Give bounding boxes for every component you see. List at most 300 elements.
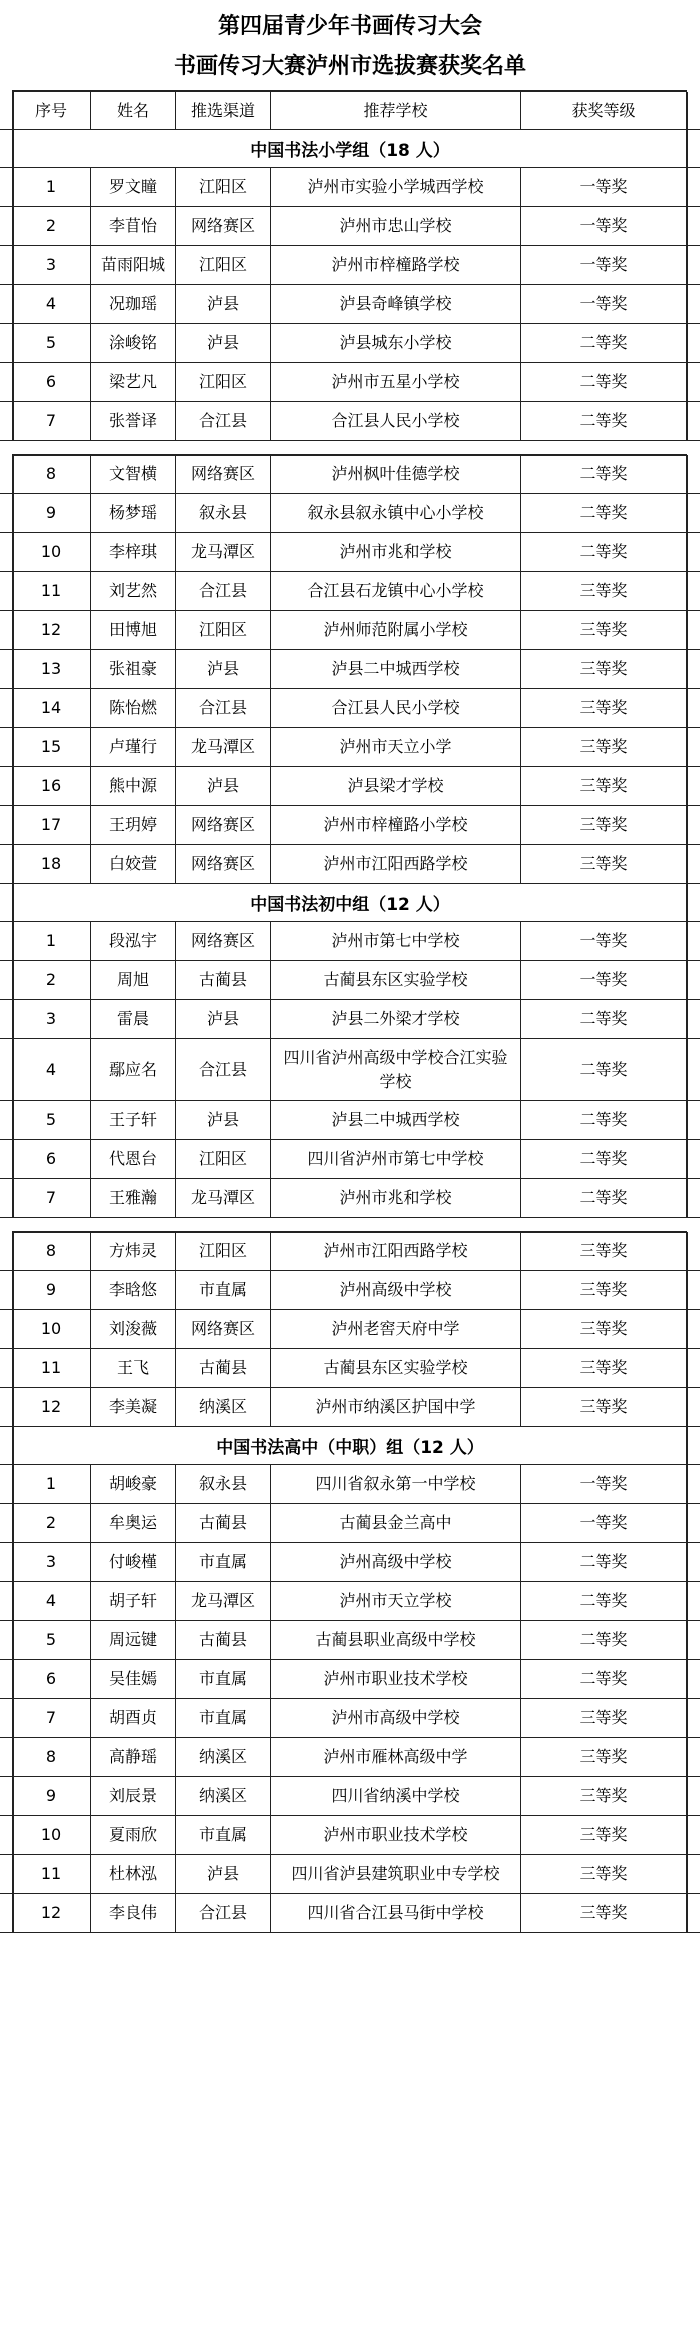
school-cell: 泸州高级中学校 <box>270 1543 520 1581</box>
table-border-right <box>686 363 688 402</box>
table-border-right <box>686 1543 688 1582</box>
name-cell: 胡酉贞 <box>90 1699 175 1737</box>
seq-cell: 4 <box>45 1591 57 1610</box>
award-cell: 二等奖 <box>520 402 686 440</box>
name-cell: 胡峻豪 <box>90 1465 175 1503</box>
name-cell: 白姣萱 <box>90 845 175 883</box>
award-cell: 三等奖 <box>520 572 686 610</box>
channel-cell: 市直属 <box>175 1271 270 1309</box>
award-cell: 二等奖 <box>520 1140 686 1178</box>
table-row <box>0 1388 700 1427</box>
seq-cell: 1 <box>45 931 57 950</box>
seq-cell: 11 <box>40 1864 62 1883</box>
name-cell: 方炜灵 <box>90 1232 175 1270</box>
table-border-right <box>686 884 688 922</box>
table-border-left <box>12 1427 14 1465</box>
table-border-left <box>12 1777 14 1816</box>
award-cell: 二等奖 <box>520 1179 686 1217</box>
table-border-left <box>12 922 14 961</box>
school-cell: 泸州市天立小学 <box>270 728 520 766</box>
table-border-left <box>12 1738 14 1777</box>
school-cell: 四川省泸州高级中学校合江实验学校 <box>270 1039 520 1100</box>
school-cell: 泸州老窖天府中学 <box>270 1310 520 1348</box>
channel-cell: 纳溪区 <box>175 1388 270 1426</box>
award-cell: 三等奖 <box>520 806 686 844</box>
school-cell: 四川省泸州市第七中学校 <box>270 1140 520 1178</box>
channel-cell: 合江县 <box>175 689 270 727</box>
table-border-right <box>686 1504 688 1543</box>
award-cell: 一等奖 <box>520 922 686 960</box>
award-cell: 二等奖 <box>520 363 686 401</box>
channel-cell: 泸县 <box>175 650 270 688</box>
award-cell: 二等奖 <box>520 324 686 362</box>
seq-cell: 5 <box>45 1110 57 1129</box>
channel-cell: 叙永县 <box>175 494 270 532</box>
seq-cell: 1 <box>45 1474 57 1493</box>
school-cell: 合江县石龙镇中心小学校 <box>270 572 520 610</box>
school-cell: 泸县二外梁才学校 <box>270 1000 520 1038</box>
table-row <box>0 1699 700 1738</box>
seq-cell: 8 <box>45 1747 57 1766</box>
table-row <box>0 1504 700 1543</box>
table-border-right <box>686 1582 688 1621</box>
school-cell: 泸州市梓橦路学校 <box>270 246 520 284</box>
award-cell: 一等奖 <box>520 1504 686 1542</box>
table-row <box>0 728 700 767</box>
table-border-right <box>686 494 688 533</box>
school-cell: 古蔺县东区实验学校 <box>270 961 520 999</box>
table-border-right <box>686 1179 688 1218</box>
table-row <box>0 168 700 207</box>
table-border-left <box>12 1621 14 1660</box>
channel-cell: 泸县 <box>175 1855 270 1893</box>
table-border-right <box>686 1039 688 1101</box>
name-cell: 李晗悠 <box>90 1271 175 1309</box>
seq-cell: 1 <box>45 177 57 196</box>
table-row <box>0 285 700 324</box>
channel-cell: 网络赛区 <box>175 455 270 493</box>
school-cell: 泸州市江阳西路学校 <box>270 845 520 883</box>
seq-cell: 8 <box>45 1241 57 1260</box>
name-cell: 梁艺凡 <box>90 363 175 401</box>
school-cell: 泸州高级中学校 <box>270 1271 520 1309</box>
award-cell: 一等奖 <box>520 207 686 245</box>
table-border-left <box>12 324 14 363</box>
award-cell: 二等奖 <box>520 1621 686 1659</box>
table-border-left <box>12 455 14 494</box>
school-cell: 古蔺县金兰高中 <box>270 1504 520 1542</box>
table-border-right <box>686 1855 688 1894</box>
school-cell: 泸州市雁林高级中学 <box>270 1738 520 1776</box>
table-border-left <box>12 1855 14 1894</box>
table-row <box>0 806 700 845</box>
seq-cell: 18 <box>40 854 62 873</box>
award-cell: 三等奖 <box>520 767 686 805</box>
name-cell: 周旭 <box>90 961 175 999</box>
seq-cell: 15 <box>40 737 62 756</box>
channel-cell: 市直属 <box>175 1660 270 1698</box>
award-cell: 二等奖 <box>520 1101 686 1139</box>
school-cell: 泸县梁才学校 <box>270 767 520 805</box>
table-row <box>0 1101 700 1140</box>
channel-cell: 古蔺县 <box>175 961 270 999</box>
channel-cell: 合江县 <box>175 1894 270 1932</box>
name-cell: 夏雨欣 <box>90 1816 175 1854</box>
table-border-right <box>686 1140 688 1179</box>
seq-cell: 9 <box>45 1786 57 1805</box>
table-row <box>0 533 700 572</box>
table-border-left <box>12 689 14 728</box>
seq-cell: 7 <box>45 411 57 430</box>
table-border-right <box>686 324 688 363</box>
seq-cell: 12 <box>40 1903 62 1922</box>
table-border-right <box>686 1101 688 1140</box>
table-border-left <box>12 533 14 572</box>
name-cell: 杨梦瑶 <box>90 494 175 532</box>
section-heading: 中国书法高中（中职）组（12 人） <box>0 1427 700 1465</box>
award-cell: 获奖等级 <box>520 92 686 129</box>
award-cell: 一等奖 <box>520 285 686 323</box>
name-cell: 李梓琪 <box>90 533 175 571</box>
table-row <box>0 1039 700 1101</box>
name-cell: 杜林泓 <box>90 1855 175 1893</box>
table-row <box>0 1310 700 1349</box>
name-cell: 胡子轩 <box>90 1582 175 1620</box>
school-cell: 合江县人民小学校 <box>270 689 520 727</box>
table-row <box>0 1777 700 1816</box>
name-cell: 付峻槿 <box>90 1543 175 1581</box>
table-border-right <box>686 1816 688 1855</box>
channel-cell: 泸县 <box>175 324 270 362</box>
table-border-right <box>686 1621 688 1660</box>
seq-cell: 3 <box>45 255 57 274</box>
school-cell: 泸州市职业技术学校 <box>270 1816 520 1854</box>
table-border-right <box>686 130 688 168</box>
school-cell: 叙永县叙永镇中心小学校 <box>270 494 520 532</box>
school-cell: 四川省叙永第一中学校 <box>270 1465 520 1503</box>
name-cell: 刘辰景 <box>90 1777 175 1815</box>
award-cell: 三等奖 <box>520 1232 686 1270</box>
school-cell: 泸县城东小学校 <box>270 324 520 362</box>
table-border-left <box>12 1816 14 1855</box>
table-border-left <box>12 1582 14 1621</box>
seq-cell: 2 <box>45 1513 57 1532</box>
name-cell: 高静瑶 <box>90 1738 175 1776</box>
document-title-line-2: 书画传习大赛泸州市选拔赛获奖名单 <box>173 54 526 79</box>
name-cell: 李良伟 <box>90 1894 175 1932</box>
school-cell: 泸州市兆和学校 <box>270 1179 520 1217</box>
name-cell: 李美凝 <box>90 1388 175 1426</box>
channel-cell: 合江县 <box>175 1039 270 1100</box>
table-border-left <box>12 285 14 324</box>
award-cell: 一等奖 <box>520 1465 686 1503</box>
name-cell: 况珈瑶 <box>90 285 175 323</box>
table-border-right <box>686 1660 688 1699</box>
seq-cell: 14 <box>40 698 62 717</box>
school-cell: 四川省泸县建筑职业中专学校 <box>270 1855 520 1893</box>
channel-cell: 龙马潭区 <box>175 1179 270 1217</box>
award-cell: 三等奖 <box>520 1388 686 1426</box>
table-border-right <box>686 1000 688 1039</box>
school-cell: 泸州市江阳西路学校 <box>270 1232 520 1270</box>
table-border-right <box>686 1349 688 1388</box>
table-row <box>0 1140 700 1179</box>
table-row <box>0 1894 700 1933</box>
table-border-left <box>12 650 14 689</box>
table-border-left <box>12 1349 14 1388</box>
award-cell: 三等奖 <box>520 728 686 766</box>
school-cell: 泸州枫叶佳德学校 <box>270 455 520 493</box>
award-cell: 二等奖 <box>520 455 686 493</box>
seq-cell: 16 <box>40 776 62 795</box>
table-row <box>0 572 700 611</box>
table-border-left <box>12 246 14 285</box>
channel-cell: 江阳区 <box>175 363 270 401</box>
seq-cell: 6 <box>45 1149 57 1168</box>
school-cell: 泸州市忠山学校 <box>270 207 520 245</box>
table-border-right <box>686 1232 688 1271</box>
table-border-left <box>12 363 14 402</box>
table-row <box>0 1000 700 1039</box>
seq-cell: 17 <box>40 815 62 834</box>
award-cell: 一等奖 <box>520 961 686 999</box>
award-cell: 三等奖 <box>520 1738 686 1776</box>
seq-cell: 3 <box>45 1552 57 1571</box>
award-cell: 三等奖 <box>520 1699 686 1737</box>
channel-cell: 合江县 <box>175 572 270 610</box>
table-border-left <box>12 1543 14 1582</box>
table-border-left <box>12 884 14 922</box>
award-cell: 二等奖 <box>520 1000 686 1038</box>
name-cell: 刘艺然 <box>90 572 175 610</box>
table-border-left <box>12 1660 14 1699</box>
award-cell: 二等奖 <box>520 1582 686 1620</box>
channel-cell: 古蔺县 <box>175 1349 270 1387</box>
channel-cell: 泸县 <box>175 1101 270 1139</box>
channel-cell: 网络赛区 <box>175 845 270 883</box>
award-cell: 三等奖 <box>520 1349 686 1387</box>
table-border-left <box>12 728 14 767</box>
table-border-right <box>686 1894 688 1933</box>
name-cell: 鄢应名 <box>90 1039 175 1100</box>
channel-cell: 泸县 <box>175 285 270 323</box>
table-border-right <box>686 806 688 845</box>
table-border-right <box>686 961 688 1000</box>
school-cell: 泸州市天立学校 <box>270 1582 520 1620</box>
award-cell: 一等奖 <box>520 168 686 206</box>
table-row <box>0 1465 700 1504</box>
table-border-left <box>12 1140 14 1179</box>
table-border-right <box>686 1699 688 1738</box>
table-border-right <box>686 767 688 806</box>
school-cell: 四川省合江县马街中学校 <box>270 1894 520 1932</box>
table-row <box>0 1349 700 1388</box>
table-border-right <box>686 1738 688 1777</box>
table-row <box>0 402 700 441</box>
table-row <box>0 611 700 650</box>
name-cell: 苗雨阳城 <box>90 246 175 284</box>
table-border-left <box>12 1179 14 1218</box>
award-cell: 三等奖 <box>520 650 686 688</box>
name-cell: 王雅瀚 <box>90 1179 175 1217</box>
page-break-gap <box>0 1218 700 1232</box>
table-border-left <box>12 1232 14 1271</box>
name-cell: 文智横 <box>90 455 175 493</box>
school-cell: 泸县二中城西学校 <box>270 1101 520 1139</box>
table-row <box>0 1816 700 1855</box>
table-row <box>0 1179 700 1218</box>
table-border-left <box>12 168 14 207</box>
seq-cell: 2 <box>45 970 57 989</box>
table-border-left <box>12 1271 14 1310</box>
name-cell: 段泓宇 <box>90 922 175 960</box>
table-border-left <box>12 1894 14 1933</box>
table-border-left <box>12 767 14 806</box>
award-cell: 三等奖 <box>520 1310 686 1348</box>
table-border-right <box>686 845 688 884</box>
table-border-right <box>686 572 688 611</box>
table-border-right <box>686 1427 688 1465</box>
school-cell: 泸州师范附属小学校 <box>270 611 520 649</box>
seq-cell: 2 <box>45 216 57 235</box>
seq-cell: 序号 <box>34 100 67 120</box>
school-cell: 合江县人民小学校 <box>270 402 520 440</box>
name-cell: 王玥婷 <box>90 806 175 844</box>
channel-cell: 龙马潭区 <box>175 1582 270 1620</box>
channel-cell: 网络赛区 <box>175 207 270 245</box>
seq-cell: 6 <box>45 372 57 391</box>
table-row <box>0 961 700 1000</box>
table-row <box>0 246 700 285</box>
channel-cell: 网络赛区 <box>175 806 270 844</box>
name-cell: 罗文瞳 <box>90 168 175 206</box>
table-border-left <box>12 1504 14 1543</box>
channel-cell: 龙马潭区 <box>175 728 270 766</box>
channel-cell: 网络赛区 <box>175 1310 270 1348</box>
table-border-left <box>12 845 14 884</box>
channel-cell: 泸县 <box>175 767 270 805</box>
name-cell: 吴佳嫣 <box>90 1660 175 1698</box>
table-border-left <box>12 1388 14 1427</box>
table-border-right <box>686 1310 688 1349</box>
name-cell: 姓名 <box>90 92 175 129</box>
channel-cell: 古蔺县 <box>175 1504 270 1542</box>
table-row <box>0 1738 700 1777</box>
table-row <box>0 767 700 806</box>
table-row <box>0 1271 700 1310</box>
name-cell: 熊中源 <box>90 767 175 805</box>
table-row <box>0 324 700 363</box>
seq-cell: 12 <box>40 1397 62 1416</box>
award-cell: 三等奖 <box>520 1894 686 1932</box>
award-cell: 三等奖 <box>520 1816 686 1854</box>
award-cell: 三等奖 <box>520 1271 686 1309</box>
table-border-left <box>12 92 14 130</box>
seq-cell: 12 <box>40 620 62 639</box>
award-cell: 二等奖 <box>520 1660 686 1698</box>
seq-cell: 8 <box>45 464 57 483</box>
table-row <box>0 1660 700 1699</box>
section-heading: 中国书法初中组（12 人） <box>0 884 700 922</box>
table-row <box>0 1582 700 1621</box>
table-row <box>0 1543 700 1582</box>
channel-cell: 纳溪区 <box>175 1777 270 1815</box>
table-border-right <box>686 168 688 207</box>
seq-cell: 7 <box>45 1708 57 1727</box>
school-cell: 推荐学校 <box>270 92 520 129</box>
channel-cell: 市直属 <box>175 1816 270 1854</box>
seq-cell: 5 <box>45 333 57 352</box>
table-border-left <box>12 1699 14 1738</box>
table-border-left <box>12 207 14 246</box>
table-row <box>0 689 700 728</box>
name-cell: 卢瑾行 <box>90 728 175 766</box>
table-border-right <box>686 246 688 285</box>
channel-cell: 推选渠道 <box>175 92 270 129</box>
table-border-left <box>12 572 14 611</box>
seq-cell: 4 <box>45 294 57 313</box>
table-border-right <box>686 285 688 324</box>
name-cell: 王飞 <box>90 1349 175 1387</box>
name-cell: 田博旭 <box>90 611 175 649</box>
table-border-right <box>686 92 688 130</box>
table-border-right <box>686 689 688 728</box>
award-cell: 三等奖 <box>520 1777 686 1815</box>
table-border-right <box>686 1777 688 1816</box>
channel-cell: 市直属 <box>175 1543 270 1581</box>
document-title-line-1: 第四届青少年书画传习大会 <box>217 14 482 39</box>
school-cell: 泸州市实验小学城西学校 <box>270 168 520 206</box>
award-cell: 一等奖 <box>520 246 686 284</box>
name-cell: 刘浚薇 <box>90 1310 175 1348</box>
seq-cell: 10 <box>40 542 62 561</box>
channel-cell: 江阳区 <box>175 1232 270 1270</box>
channel-cell: 市直属 <box>175 1699 270 1737</box>
seq-cell: 10 <box>40 1825 62 1844</box>
table-border-right <box>686 533 688 572</box>
school-cell: 泸县二中城西学校 <box>270 650 520 688</box>
award-cell: 三等奖 <box>520 1855 686 1893</box>
school-cell: 泸州市兆和学校 <box>270 533 520 571</box>
table-header-row <box>0 92 700 130</box>
table-border-left <box>12 1039 14 1101</box>
seq-cell: 11 <box>40 1358 62 1377</box>
seq-cell: 9 <box>45 1280 57 1299</box>
channel-cell: 江阳区 <box>175 168 270 206</box>
seq-cell: 9 <box>45 503 57 522</box>
table-border-left <box>12 1465 14 1504</box>
table-border-right <box>686 650 688 689</box>
award-cell: 三等奖 <box>520 689 686 727</box>
table-row <box>0 845 700 884</box>
channel-cell: 江阳区 <box>175 246 270 284</box>
table-border-right <box>686 1465 688 1504</box>
channel-cell: 纳溪区 <box>175 1738 270 1776</box>
channel-cell: 龙马潭区 <box>175 533 270 571</box>
table-border-left <box>12 1101 14 1140</box>
award-cell: 三等奖 <box>520 845 686 883</box>
table-border-left <box>12 806 14 845</box>
name-cell: 李苜怡 <box>90 207 175 245</box>
award-cell: 二等奖 <box>520 1039 686 1100</box>
table-row <box>0 455 700 494</box>
table-border-right <box>686 1388 688 1427</box>
table-border-left <box>12 611 14 650</box>
award-cell: 二等奖 <box>520 494 686 532</box>
name-cell: 代恩台 <box>90 1140 175 1178</box>
name-cell: 周远键 <box>90 1621 175 1659</box>
table-row <box>0 922 700 961</box>
